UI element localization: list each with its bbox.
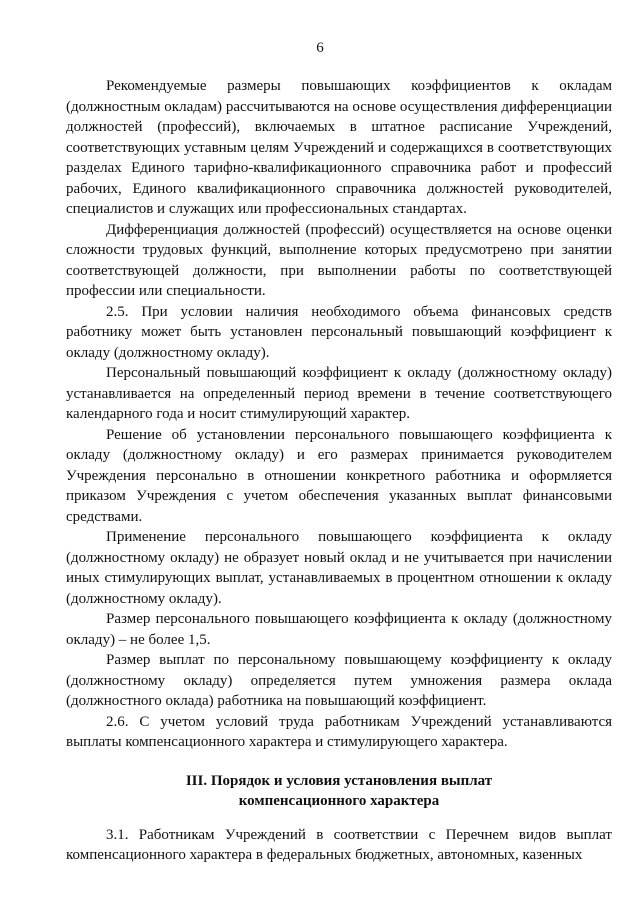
- section-heading-line-1: III. Порядок и условия установления выплат: [185, 772, 493, 789]
- section-heading-line-2: компенсационного характера: [238, 792, 440, 809]
- paragraph: Применение персонального повышающего коэффициента к окладу (должностному окладу) не образует новый оклад и не учитывается при начислении иных стимулирующих выплат, устанавливаемых в процентном отношении к окладу (должностному окладу).: [66, 529, 612, 607]
- paragraph: Рекомендуемые размеры повышающих коэффициентов к окладам (должностным окладам) рассчитываются на основе осуществления дифференциации должностей (профессий), включаемых в штатное расписание Учреждений, соответствующих уставным целям Учреждений и содержащихся в соответствующих разделах Единого тарифно-квалификационного справочника работ и профессий рабочих, Единого квалификационного справочника должностей руководителей, специалистов и служащих или профессиональных стандартах.: [66, 78, 612, 217]
- paragraph: Персональный повышающий коэффициент к окладу (должностному окладу) устанавливается на определенный период времени в течение соответствующего календарного года и носит стимулирующий характер.: [66, 365, 612, 422]
- paragraph: Размер выплат по персональному повышающему коэффициенту к окладу (должностному окладу) определяется путем умножения размера оклада (должностного оклада) работника на повышающий коэффициент.: [66, 652, 612, 709]
- paragraph: 3.1. Работникам Учреждений в соответствии с Перечнем видов выплат компенсационного характера в федеральных бюджетных, автономных, казенных: [66, 826, 612, 863]
- paragraph: Дифференциация должностей (профессий) осуществляется на основе оценки сложности трудовых функций, выполнение которых предусмотрено при занятии соответствующей должности, при выполнении работы по соответствующей профессии или специальности.: [66, 221, 612, 299]
- paragraph: Решение об установлении персонального повышающего коэффициента к окладу (должностному окладу) и его размерах принимается руководителем Учреждения персонально в отношении конкретного работника и оформляется приказом Учреждения с учетом обеспечения указанных выплат финансовыми средствами.: [66, 426, 612, 525]
- paragraph: 2.6. С учетом условий труда работникам Учреждений устанавливаются выплаты компенсационного характера и стимулирующего характера.: [66, 713, 612, 750]
- page-number: 6: [316, 40, 324, 56]
- section-heading: [66, 771, 612, 811]
- document-body: [66, 76, 612, 866]
- paragraph: 2.5. При условии наличия необходимого объема финансовых средств работнику может быть установлен персональный повышающий коэффициент к окладу (должностному окладу).: [66, 303, 612, 361]
- paragraph: Размер персонального повышающего коэффициента к окладу (должностному окладу) – не более 1,5.: [66, 611, 612, 648]
